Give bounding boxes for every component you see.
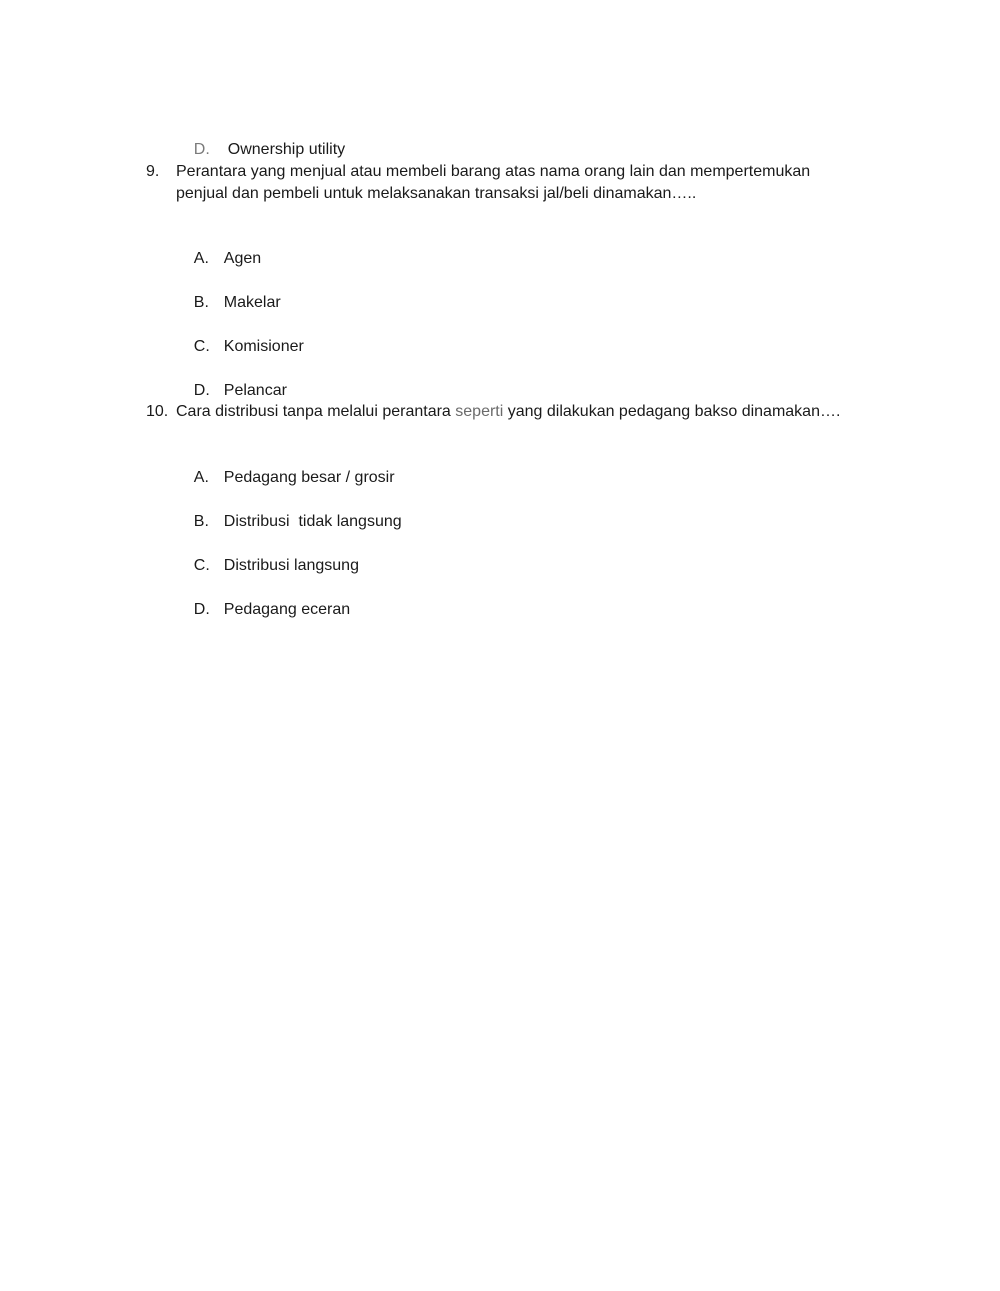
question-10: [146, 401, 866, 423]
question-text-part-3: yang dilakukan pedagang bakso dinamakan….: [503, 403, 841, 420]
option-text: Pelancar: [223, 382, 287, 399]
option-letter: D.: [193, 382, 210, 399]
question-number: 10.: [146, 403, 169, 420]
question-number: 9.: [146, 163, 160, 180]
option-letter: D.: [193, 601, 210, 618]
question-10-option-b: [176, 489, 402, 530]
question-10-option-a: [176, 445, 395, 486]
option-text: Pedagang eceran: [223, 601, 351, 618]
question-9-option-a: [176, 226, 262, 267]
option-letter: C.: [193, 338, 210, 355]
question-text-line-1: Perantara yang menjual atau membeli barang atas nama orang lain dan mempertemukan: [176, 163, 811, 180]
option-text: Distribusi tidak langsung: [223, 513, 402, 530]
option-letter: A.: [193, 469, 209, 486]
question-text-part-1: Cara distribusi tanpa melalui perantara: [176, 403, 456, 420]
question-9-option-d: [176, 358, 287, 399]
option-text: Ownership utility: [227, 141, 346, 158]
option-letter: B.: [193, 294, 209, 311]
option-letter: A.: [193, 250, 209, 267]
question-9: [146, 161, 866, 205]
prev-question-option-d: [176, 117, 346, 158]
option-letter: B.: [193, 513, 209, 530]
option-text: Makelar: [223, 294, 281, 311]
question-text: [176, 401, 866, 423]
question-10-option-c: [176, 533, 359, 574]
option-text: Agen: [223, 250, 262, 267]
question-10-option-d: [176, 577, 351, 618]
option-text: Pedagang besar / grosir: [223, 469, 395, 486]
question-9-option-b: [176, 270, 281, 311]
option-letter: C.: [193, 557, 210, 574]
question-text-part-2: seperti: [455, 403, 504, 420]
option-text: Distribusi langsung: [223, 557, 359, 574]
option-text: Komisioner: [223, 338, 304, 355]
question-text-line-2: penjual dan pembeli untuk melaksanakan transaksi jal/beli dinamakan…..: [176, 185, 697, 202]
option-letter: D.: [193, 141, 210, 158]
question-9-option-c: [176, 314, 304, 355]
